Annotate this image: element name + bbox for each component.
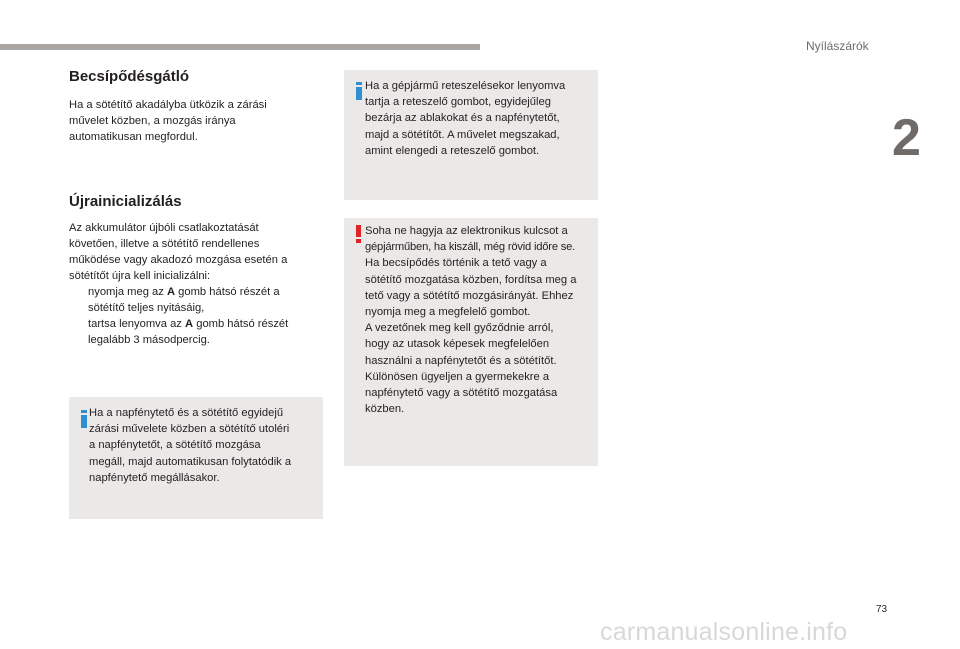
text-line: sötétítőt újra kell inicializálni: bbox=[69, 270, 211, 282]
watermark: carmanualsonline.info bbox=[600, 618, 848, 646]
anti-pinch-paragraph bbox=[69, 97, 267, 145]
text-line: A vezetőnek meg kell győződnie arról, bbox=[365, 322, 554, 335]
text-line: majd a sötétítőt. A művelet megszakad, bbox=[365, 128, 560, 141]
list-item bbox=[69, 284, 288, 316]
text-line: Különösen ügyeljen a gyermekekre a bbox=[365, 370, 550, 383]
text-line: napfénytető megállásakor. bbox=[89, 471, 220, 484]
text-line: gépjárműben, ha kiszáll, még rövid időre se. bbox=[365, 241, 576, 254]
section-title: Nyílászárók bbox=[806, 39, 869, 53]
text-line: használni a napfénytetőt és a sötétítőt. bbox=[365, 354, 557, 367]
step-text: sötétítő teljes nyitásáig, bbox=[88, 302, 205, 314]
info-box-right bbox=[344, 70, 598, 200]
text-line: zárási művelete közben a sötétítő utoléri bbox=[89, 423, 290, 436]
text-line: napfénytető vagy a sötétítő mozgatása bbox=[365, 387, 558, 400]
text-line: Az akkumulátor újbóli csatlakoztatását bbox=[69, 222, 259, 234]
warning-box-text bbox=[365, 223, 576, 417]
text-line: működése vagy akadozó mozgása esetén a bbox=[69, 254, 288, 266]
text-line: Ha a gépjármű reteszelésekor lenyomva bbox=[365, 80, 566, 92]
header-bar bbox=[0, 44, 480, 50]
step-text: gomb hátsó részét a bbox=[175, 286, 280, 298]
text-line: tartja a reteszelő gombot, egyidejűleg bbox=[365, 96, 551, 109]
text-line: automatikusan megfordul. bbox=[69, 131, 198, 143]
button-key-label: A bbox=[166, 286, 176, 298]
heading-anti-pinch: Becsípődésgátló bbox=[69, 68, 190, 85]
step-text: legalább 3 másodpercig. bbox=[88, 334, 210, 346]
text-line: sötétítő mozgatása közben, fordítsa meg a bbox=[365, 273, 577, 286]
reinitialization-steps bbox=[69, 284, 288, 348]
text-line: megáll, majd automatikusan folytatódik a bbox=[89, 455, 292, 468]
warning-box bbox=[344, 218, 598, 466]
text-line: a napfénytetőt, a sötétítő mozgása bbox=[89, 439, 261, 452]
text-line: Ha a sötétítő akadályba ütközik a zárási bbox=[69, 99, 267, 111]
page-number: 73 bbox=[876, 604, 888, 615]
info-box-text bbox=[89, 405, 291, 486]
text-line: művelet közben, a mozgás iránya bbox=[69, 115, 236, 127]
step-text: nyomja meg az bbox=[88, 286, 167, 298]
reinitialization-paragraph bbox=[69, 220, 288, 348]
text-line: hogy az utasok képesek megfelelően bbox=[365, 338, 550, 351]
warning-icon bbox=[355, 225, 363, 243]
text-line: Ha a napfénytető és a sötétítő egyidejű bbox=[89, 407, 284, 419]
step-text: gomb hátsó részét bbox=[193, 318, 289, 330]
heading-reinitialization: Újrainicializálás bbox=[69, 193, 182, 210]
text-line: Soha ne hagyja az elektronikus kulcsot a bbox=[365, 225, 568, 237]
text-line: amint elengedi a reteszelő gombot. bbox=[365, 144, 540, 157]
button-key-label: A bbox=[185, 318, 194, 330]
list-item bbox=[69, 316, 288, 348]
step-text: tartsa lenyomva az bbox=[88, 318, 186, 330]
chapter-number: 2 bbox=[892, 109, 921, 167]
text-line: tető vagy a sötétítő mozgásirányát. Ehhez bbox=[365, 289, 574, 302]
info-box-text bbox=[365, 78, 565, 159]
text-line: közben. bbox=[365, 403, 405, 416]
info-box-left bbox=[69, 397, 323, 519]
text-line: Ha becsípődés történik a tető vagy a bbox=[365, 257, 547, 270]
info-icon bbox=[352, 82, 366, 100]
text-line: követően, illetve a sötétítő rendellenes bbox=[69, 238, 260, 250]
text-line: bezárja az ablakokat és a napfénytetőt, bbox=[365, 112, 560, 125]
text-line: nyomja meg a megfelelő gombot. bbox=[365, 306, 531, 319]
